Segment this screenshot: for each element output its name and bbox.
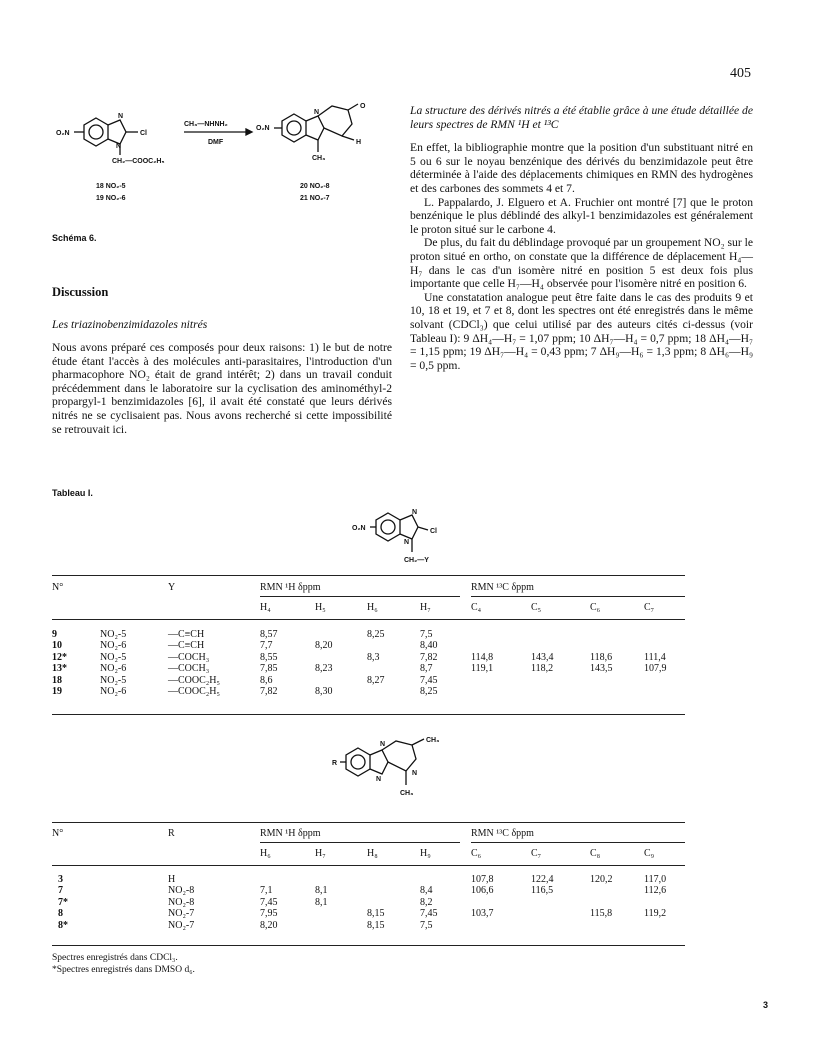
compound-21: 21 NO₂-7 (300, 195, 330, 202)
t1-col-c4: C₄ (471, 602, 482, 613)
t1-row-3-pos: NO₂-6 (100, 663, 127, 675)
t2-rule-c (471, 842, 685, 843)
t1-row-1-h5: 8,20 (315, 640, 333, 652)
table-notes (52, 953, 195, 976)
t1-row-0-h6: 8,25 (367, 629, 385, 640)
t2-row-3-c6: 103,7 (471, 908, 494, 920)
compound-19: 19 NO₂-6 (96, 195, 126, 202)
t2-row-0-r: H (168, 874, 176, 885)
right-para-4: Une constatation analogue peut être faite dans le cas des produits 9 et 10, 18 et 19, et 7 et 8, dont les spectres ont été enregistrés dans le même solvant (CDCl₃) que celui utilisé par des auteurs cités ci-dessus (voir Tableau I): 9 ΔH₄—H₇ = 1,07 ppm; 10 ΔH₇—H₄ = 0,7 ppm; 18 ΔH₄—H₇ = 1,15 ppm; 19 ΔH₇—H₄ = 0,43 ppm; 7 ΔH₉—H₆ = 1,3 ppm; 8 ΔH₆—H₉ = 0,5 ppm. (410, 290, 753, 372)
t2-row-1-h9: 8,4 (420, 885, 433, 897)
t1-row-3-h5: 8,23 (315, 663, 333, 675)
t2-row-4-h8: 8,15 (367, 919, 385, 931)
t2-row-3-r: NO₂-7 (168, 908, 195, 920)
right-para-1: En effet, la bibliographie montre que la position d'un substituant nitré en 5 ou 6 sur le noyau benzénique des dérivés du benzimidazole peut être déterminée à l'aide des déplacements chimiques en RMN des hydrogènes et des carbones des sommets 4 et 7. (410, 141, 753, 195)
t2-row-0-c6: 107,8 (471, 874, 494, 885)
t2-r-label: R (332, 760, 338, 767)
t1-row-0-h4: 8,57 (260, 629, 278, 640)
t1-row-2-pos: NO₂-5 (100, 651, 127, 663)
t2-col-c9: C₉ (644, 848, 655, 859)
t1-row-2-no: 12* (52, 651, 67, 663)
t1-rule-h (260, 596, 460, 597)
t1-o2n: O₂N (352, 525, 366, 532)
t1-row-3-c7: 107,9 (644, 663, 667, 675)
table2-structure (332, 733, 492, 817)
t1-row-3-c4: 119,1 (471, 663, 494, 675)
start-substituent: CH₂—COOC₂H₅ (112, 158, 165, 165)
t1-row-2-h6: 8,3 (367, 651, 380, 663)
t2-row-4-h6: 8,20 (260, 919, 278, 931)
t2-row-2-h6: 7,45 (260, 896, 278, 908)
t2-row-3-c9: 119,2 (644, 908, 667, 920)
t2-n10: N (376, 776, 382, 783)
t1-col-h6: H₆ (367, 602, 378, 613)
t1-row-4-no: 18 (52, 674, 62, 686)
t2-row-1-no: 7 (58, 885, 63, 897)
t2-row-1-h6: 7,1 (260, 885, 273, 897)
o2n-product-label: O₂N (256, 125, 270, 132)
t2-row-0-no: 3 (58, 874, 63, 885)
scheme-label: Schéma 6. (52, 233, 97, 243)
t1-row-2-h4: 8,55 (260, 651, 278, 663)
t2-row-0-c9: 117,0 (644, 874, 667, 885)
t1-rule-mid (52, 619, 685, 620)
t2-row-3-c8: 115,8 (590, 908, 613, 920)
table1-title: Tableau I. (52, 488, 93, 498)
t1-col-c5: C₅ (531, 602, 542, 613)
o2n-start-label: O₂N (56, 130, 70, 137)
t1-col-h5: H₅ (315, 602, 326, 613)
n1-label: N (116, 143, 122, 150)
t1-row-3-h4: 7,85 (260, 663, 278, 675)
t1-header-no: N° (52, 582, 64, 593)
n3-label: N (118, 113, 124, 120)
t2-rule-bottom (52, 945, 685, 946)
t2-header-no: N° (52, 828, 64, 839)
compound-20: 20 NO₂-8 (300, 183, 330, 190)
table1-rule-top (52, 575, 685, 576)
t2-row-3-h6: 7,95 (260, 908, 278, 920)
t2-row-2-no: 7* (58, 896, 68, 908)
t1-row-2-c5: 143,4 (531, 651, 554, 663)
t1-row-3-y: —COCH₃ (168, 663, 210, 675)
right-para-2: L. Pappalardo, J. Elguero et A. Fruchier ont montré [7] que le proton benzénique le plus déblindé des alkyl-1 benzimidazoles est généralement le proton situé sur le carbone 4. (410, 195, 753, 236)
t1-row-5-h4: 7,82 (260, 686, 278, 697)
t1-row-0-no: 9 (52, 629, 57, 640)
t2-row-2-h9: 8,2 (420, 896, 433, 908)
t2-row-0-c8: 120,2 (590, 874, 613, 885)
t2-col-h6: H₆ (260, 848, 271, 859)
t1-row-3-h7: 8,7 (420, 663, 433, 675)
t2-col-c7: C₇ (531, 848, 542, 859)
t1-row-5-no: 19 (52, 686, 62, 697)
table2-rule-top (52, 822, 685, 823)
t2-row-3-h8: 8,15 (367, 908, 385, 920)
t1-row-5-pos: NO₂-6 (100, 686, 127, 697)
t1-n3: N (412, 509, 418, 516)
t1-row-3-no: 13* (52, 663, 67, 675)
reagent-label: CH₃—NHNH₂ (184, 121, 228, 128)
t2-row-1-c9: 112,6 (644, 885, 667, 897)
cl-label: Cl (140, 130, 147, 137)
discussion-subheading: Les triazinobenzimidazoles nitrés (52, 318, 208, 331)
table1-structure (352, 506, 462, 570)
t1-col-h4: H₄ (260, 602, 271, 613)
t1-row-3-c6: 143,5 (590, 663, 613, 675)
t2-col-h9: H₉ (420, 848, 431, 859)
t1-row-1-pos: NO₂-6 (100, 640, 127, 652)
t2-n2: N (412, 770, 418, 777)
t2-row-3-no: 8 (58, 908, 63, 920)
t1-row-2-y: —COCH₃ (168, 651, 210, 663)
right-column (410, 104, 753, 372)
right-para-3: De plus, du fait du déblindage provoqué par un groupement NO₂ sur le proton situé en ortho, on constate que la différence de déplacement H₄—H₇ dans le cas d'un isomère nitré en position 5 est deux fois plus importante que celle H₇—H₄ observée pour l'isomère nitré en position 6. (410, 236, 753, 291)
t1-row-5-h5: 8,30 (315, 686, 333, 697)
t2-rule-mid (52, 865, 685, 866)
t2-header-rmn-h: RMN ¹H δppm (260, 828, 321, 839)
t2-ch3: CH₃ (426, 737, 440, 744)
t2-row-2-h7: 8,1 (315, 896, 328, 908)
t1-row-1-h4: 7,7 (260, 640, 273, 652)
t2-col-c6: C₆ (471, 848, 482, 859)
t1-row-5-h7: 8,25 (420, 686, 438, 697)
t1-col-h7: H₇ (420, 602, 431, 613)
t1-row-1-no: 10 (52, 640, 62, 652)
t1-rule-c (471, 596, 685, 597)
h-label: H (356, 139, 362, 146)
t1-n1: N (404, 539, 410, 546)
t1-row-4-h6: 8,27 (367, 674, 385, 686)
t1-row-0-h7: 7,5 (420, 629, 433, 640)
t1-row-4-h7: 7,45 (420, 674, 438, 686)
prod-methyl: CH₃ (312, 155, 326, 162)
note-cdcl3: Spectres enregistrés dans CDCl₃. (52, 953, 178, 963)
t2-sub: CH₃ (400, 790, 414, 797)
page-number: 405 (730, 66, 751, 81)
discussion-para-1: Nous avons préparé ces composés pour deux raisons: 1) le but de notre étude étant l'accès à des molécules anti-parasitaires, l'introduction d'un pharmacophore NO₂ était de grand intérêt; 2) dans un travail conduit précédemment dans le laboratoire sur la cyclisation des aminométhyl-2 propargyl-1 benzimidazoles [6], il avait été constaté que leurs dérivés nitrés ne se cyclisaient pas. Nous avons recherché si cette impossibilité se retrouvait ici. (52, 341, 392, 436)
t2-row-4-r: NO₂-7 (168, 919, 195, 931)
t1-row-3-c5: 118,2 (531, 663, 554, 675)
t2-row-4-no: 8* (58, 919, 68, 931)
t1-header-y: Y (168, 582, 176, 593)
o-label: O (360, 103, 366, 110)
t2-row-1-r: NO₂-8 (168, 885, 195, 897)
t1-row-0-pos: NO₂-5 (100, 629, 127, 640)
t2-rule-h (260, 842, 460, 843)
discussion-heading: Discussion (52, 285, 109, 299)
t2-n5: N (380, 741, 386, 748)
t1-header-rmn-c: RMN ¹³C δppm (471, 582, 534, 593)
t2-col-c8: C₈ (590, 848, 601, 859)
t1-row-2-c6: 118,6 (590, 651, 613, 663)
t2-col-h7: H₇ (315, 848, 326, 859)
t1-sub: CH₂—Y (404, 557, 429, 564)
t1-cl: Cl (430, 528, 437, 535)
t2-row-1-c6: 106,6 (471, 885, 494, 897)
t1-row-5-y: —COOC₂H₅ (168, 686, 220, 697)
t1-row-4-y: —COOC₂H₅ (168, 674, 220, 686)
solvent-label: DMF (208, 139, 224, 146)
t1-col-c7: C₇ (644, 602, 655, 613)
n-prod-label: N (314, 109, 320, 116)
t2-header-rmn-c: RMN ¹³C δppm (471, 828, 534, 839)
t1-row-4-h4: 8,6 (260, 674, 273, 686)
right-intro: La structure des dérivés nitrés a été établie grâce à une étude détaillée de leurs spectres de RMN ¹H et ¹³C (410, 104, 753, 131)
t2-col-h8: H₈ (367, 848, 378, 859)
t1-row-1-h7: 8,40 (420, 640, 438, 652)
t2-header-r: R (168, 828, 175, 839)
t1-row-1-y: —C≡CH (168, 640, 205, 652)
t1-rule-bottom (52, 714, 685, 715)
t1-row-2-c4: 114,8 (471, 651, 494, 663)
t1-col-c6: C₆ (590, 602, 601, 613)
t1-row-4-pos: NO₂-5 (100, 674, 127, 686)
t2-row-4-h9: 7,5 (420, 919, 433, 931)
compound-18: 18 NO₂-5 (96, 183, 126, 190)
t1-header-rmn-h: RMN ¹H δppm (260, 582, 321, 593)
t2-row-1-c7: 116,5 (531, 885, 554, 897)
scheme-6-drawing (56, 100, 396, 222)
t2-row-2-r: NO₂-8 (168, 896, 195, 908)
t2-row-1-h7: 8,1 (315, 885, 328, 897)
t1-row-0-y: —C≡CH (168, 629, 205, 640)
t2-row-3-h9: 7,45 (420, 908, 438, 920)
discussion-paragraph (52, 341, 392, 436)
t2-row-0-c7: 122,4 (531, 874, 554, 885)
note-dmso: *Spectres enregistrés dans DMSO d₆. (52, 964, 195, 975)
footer-number: 3 (763, 1000, 769, 1010)
t1-row-2-c7: 111,4 (644, 651, 666, 663)
t1-row-2-h7: 7,82 (420, 651, 438, 663)
